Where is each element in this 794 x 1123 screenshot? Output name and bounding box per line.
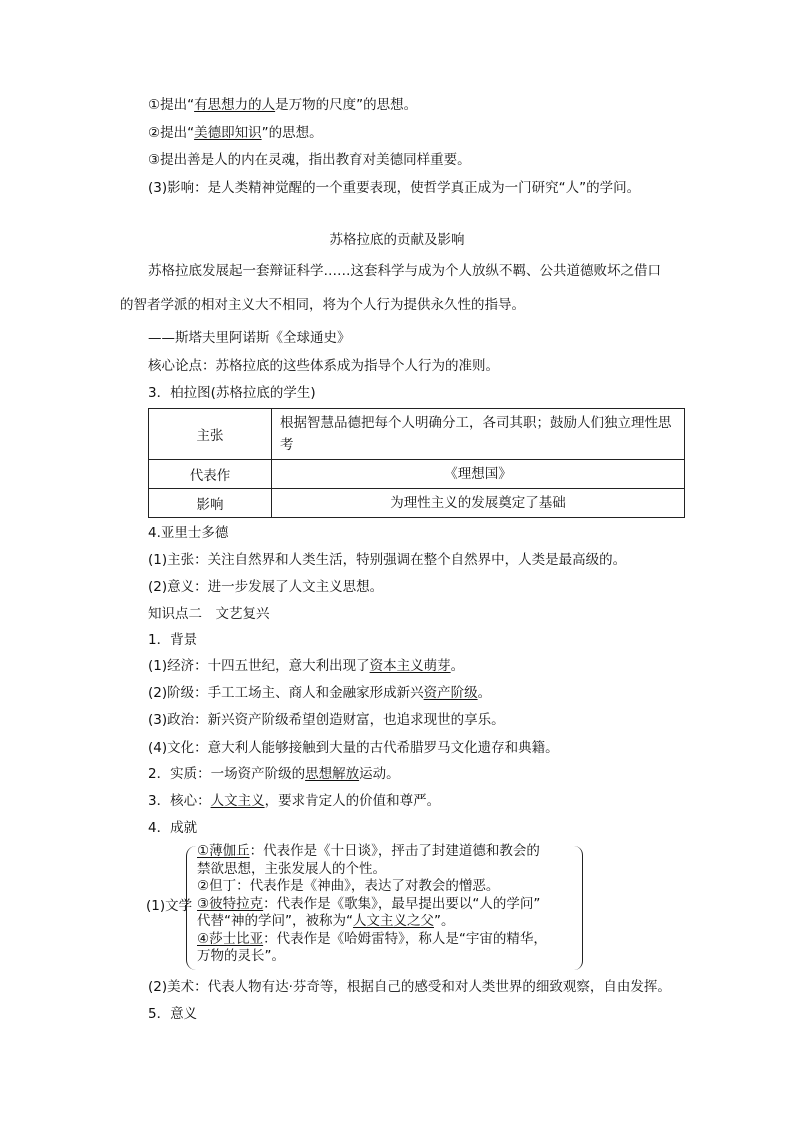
table-value: 《理想国》 (272, 460, 685, 489)
literature-list (197, 843, 547, 966)
core-argument: 核心论点：苏格拉底的这些体系成为指导个人行为的准则。 (148, 358, 499, 374)
line-socrates-claim: ②提出“美德即知识”的思想。 (148, 125, 323, 141)
underlined-term: 有思想力的人 (194, 97, 276, 113)
aristotle-meaning: (2)意义：进一步发展了人文主义思想。 (148, 579, 384, 595)
material-source: ——斯塔夫里阿诺斯《全球通史》 (148, 330, 351, 346)
table-value: 根据智慧品德把每个人明确分工，各司其职；鼓励人们独立理性思考 (272, 409, 685, 460)
list-item: ②但丁：代表作是《神曲》，表达了对教会的憎恶。 (197, 878, 500, 894)
background-economy: (1)经济：十四五世纪，意大利出现了资本主义萌芽。 (148, 658, 465, 674)
aristotle-claim: (1)主张：关注自然界和人类生活，特别强调在整个自然界中，人类是最高级的。 (148, 552, 627, 568)
underlined-term: 美德即知识 (194, 125, 262, 141)
underlined-term: 人文主义之父 (352, 913, 434, 929)
plato-heading: 3．柏拉图(苏格拉底的学生) (148, 385, 316, 401)
underlined-term: ③彼特拉克 (197, 895, 264, 912)
list-item: 代替“神的学问”，被称为“人文主义之父”。 (197, 913, 455, 929)
table-row (149, 409, 685, 460)
underlined-term: 思想解放 (305, 766, 360, 782)
line-influence: (3)影响：是人类精神觉醒的一个重要表现，使哲学真正成为一门研究“人”的学问。 (148, 180, 641, 196)
line-protagoras-claim: ①提出“有思想力的人是万物的尺度”的思想。 (148, 97, 418, 113)
core-line: 3．核心：人文主义，要求肯定人的价值和尊严。 (148, 793, 441, 809)
list-item: 禁欲思想，主张发展人的个性。 (197, 860, 386, 877)
list-item: ①薄伽丘：代表作是《十日谈》，抨击了封建道德和教会的 (197, 843, 540, 859)
table-row (149, 489, 685, 518)
plato-table (148, 408, 685, 518)
material-paragraph-line2: 的智者学派的相对主义大不相同，将为个人行为提供永久性的指导。 (120, 297, 525, 313)
right-brace (574, 846, 583, 970)
background-culture: (4)文化：意大利人能够接触到大量的古代希腊罗马文化遗存和典籍。 (148, 740, 559, 756)
essence-line: 2．实质：一场资产阶级的思想解放运动。 (148, 766, 400, 782)
material-paragraph-line1: 苏格拉底发展起一套辩证科学……这套科学与成为个人放纵不羁、公共道德败坏之借口 (148, 263, 661, 279)
aristotle-heading: 4.亚里士多德 (148, 525, 229, 541)
background-class: (2)阶级：手工工场主、商人和金融家形成新兴资产阶级。 (148, 685, 492, 701)
table-key: 代表作 (149, 460, 272, 489)
background-heading: 1．背景 (148, 632, 198, 648)
line-socrates-claim-3: ③提出善是人的内在灵魂，指出教育对美德同样重要。 (148, 152, 471, 168)
table-value: 为理性主义的发展奠定了基础 (272, 489, 685, 518)
list-item: ④莎士比亚：代表作是《哈姆雷特》，称人是“宇宙的精华， (197, 930, 547, 947)
list-item: ③彼特拉克：代表作是《歌集》，最早提出要以“人的学问” (197, 895, 541, 912)
underlined-term: 资产阶级 (423, 685, 478, 701)
literature-label: (1)文学 (146, 898, 193, 914)
list-item: 万物的灵长”。 (197, 948, 285, 964)
underlined-term: ④莎士比亚 (197, 930, 264, 947)
achievements-heading: 4．成就 (148, 820, 198, 836)
table-key: 主张 (149, 409, 272, 460)
underlined-term: 人文主义 (210, 793, 265, 809)
left-brace (186, 846, 197, 970)
underlined-term: ①薄伽丘 (197, 843, 250, 859)
underlined-term: 资本主义萌芽 (369, 658, 451, 674)
material-title: 苏格拉底的贡献及影响 (329, 232, 465, 248)
art-line: (2)美术：代表人物有达·芬奇等，根据自己的感受和对人类世界的细致观察，自由发挥。 (148, 979, 671, 995)
section-heading: 知识点二 文艺复兴 (148, 606, 270, 622)
table-key: 影响 (149, 489, 272, 518)
significance-heading: 5．意义 (148, 1006, 198, 1022)
table-row (149, 460, 685, 489)
background-politics: (3)政治：新兴资产阶级希望创造财富，也追求现世的享乐。 (148, 712, 505, 728)
